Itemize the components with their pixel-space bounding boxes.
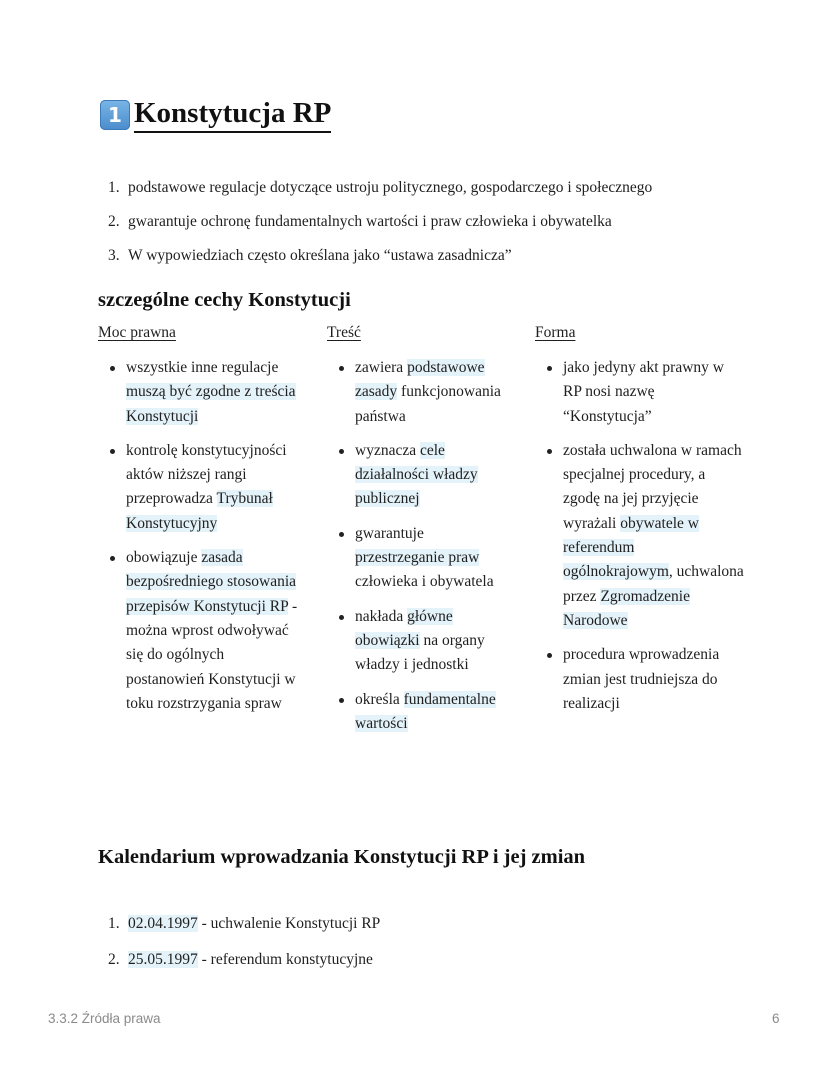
bullet-text: kontrolę konstytucyjności aktów niższej rangi przeprowadza	[126, 441, 287, 508]
features-heading: szczególne cechy Konstytucji	[98, 289, 351, 311]
calendar-item: 2. 25.05.1997 - referendum konstytucyjne	[108, 951, 373, 968]
highlighted-text: Trybunał Konstytucyjny	[126, 490, 273, 532]
column-title: Forma	[535, 324, 576, 341]
bullet-item	[327, 605, 517, 678]
highlighted-text: obywatele w referendum ogólnokrajowym	[563, 514, 699, 581]
footer-section-title: 3.3.2 Źródła prawa	[48, 1011, 161, 1026]
calendar-list	[100, 914, 380, 986]
page-title	[100, 96, 331, 133]
intro-list	[100, 178, 652, 280]
intro-item: 3. W wypowiedziach często określana jako “ustawa zasadnicza”	[108, 247, 512, 264]
highlighted-text: przestrzeganie praw	[355, 549, 480, 567]
calendar-heading: Kalendarium wprowadzania Konstytucji RP i jej zmian	[98, 846, 586, 868]
bullet-text: zawiera	[355, 359, 408, 376]
bullet-text: została uchwalona w ramach specjalnej procedury, a zgodę na jej przyjęcie wyrażali	[563, 441, 742, 532]
column-tresc	[327, 322, 517, 746]
bullet-list	[98, 356, 303, 716]
highlighted-text: Zgromadzenie Narodowe	[563, 587, 690, 629]
highlighted-text: podstawowe zasady	[355, 359, 485, 401]
bullet-item	[327, 356, 517, 429]
column-title: Treść	[327, 324, 361, 341]
title-text: Konstytucja RP	[134, 96, 331, 133]
bullet-item	[98, 356, 303, 429]
intro-item: 2. gwarantuje ochronę fundamentalnych wartości i praw człowieka i obywatelka	[108, 213, 612, 230]
bullet-text: wyznacza	[355, 441, 420, 459]
highlighted-text: cele działalności władzy publicznej	[355, 441, 478, 508]
highlighted-text: główne obowiązki	[355, 607, 453, 649]
bullet-text: obowiązuje	[126, 549, 202, 567]
calendar-date: 25.05.1997	[128, 951, 198, 968]
column-moc-prawna	[98, 322, 303, 726]
intro-item: 1. podstawowe regulacje dotyczące ustroju politycznego, gospodarczego i społecznego	[108, 179, 653, 196]
bullet-item	[98, 439, 303, 536]
bullet-text: procedura wprowadzenia zmian jest trudniejsza do realizacji	[563, 646, 720, 712]
bullet-text: człowieka i obywatela	[355, 573, 494, 591]
bullet-text: nakłada	[355, 607, 408, 625]
highlighted-text: muszą być zgodne z treścia Konstytucji	[126, 383, 296, 425]
calendar-date: 02.04.1997	[128, 915, 198, 932]
bullet-text: jako jedyny akt prawny w RP nosi nazwę “Konstytucja”	[563, 359, 724, 425]
bullet-text: , uchwalona przez	[563, 563, 744, 605]
bullet-text: na organy władzy i jednostki	[355, 631, 485, 674]
footer-page-number: 6	[772, 1011, 780, 1026]
keycap-number-icon: 1	[100, 100, 130, 130]
bullet-text: - można wprost odwoływać się do ogólnych postanowień Konstytucji w toku rozstrzygania spraw	[126, 597, 298, 712]
bullet-list	[535, 356, 745, 716]
bullet-item	[327, 688, 517, 737]
bullet-item	[535, 643, 745, 716]
bullet-text: wszystkie inne regulacje	[126, 359, 279, 376]
bullet-item	[535, 439, 745, 633]
bullet-item	[98, 546, 303, 716]
highlighted-text: zasada bezpośredniego stosowania przepisów Konstytucji RP	[126, 549, 297, 615]
bullet-item	[327, 439, 517, 512]
bullet-list	[327, 356, 517, 736]
highlighted-text: fundamentalne wartości	[355, 690, 496, 732]
bullet-text: gwarantuje	[355, 524, 424, 542]
column-forma	[535, 322, 745, 726]
bullet-item	[535, 356, 745, 429]
bullet-item	[327, 522, 517, 595]
column-title: Moc prawna	[98, 324, 176, 341]
bullet-text: funkcjonowania państwa	[355, 383, 501, 425]
calendar-item: 1. 02.04.1997 - uchwalenie Konstytucji RP	[108, 915, 381, 932]
bullet-text: określa	[355, 690, 404, 708]
